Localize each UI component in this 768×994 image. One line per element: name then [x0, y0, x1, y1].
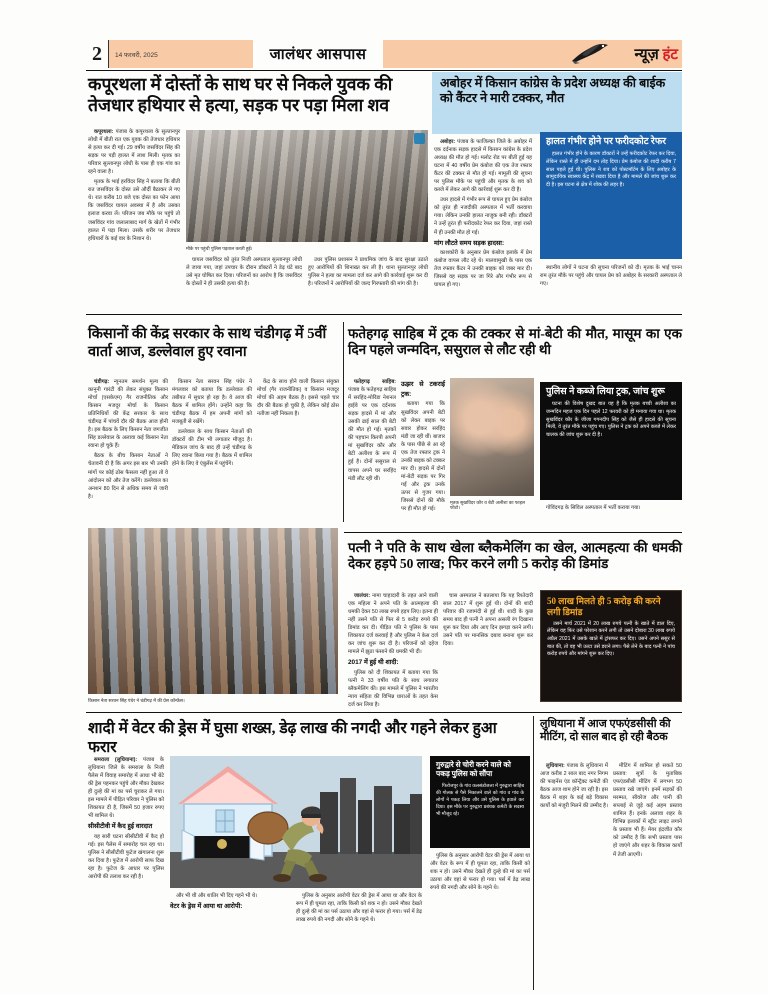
story6-column-4: [430, 852, 530, 988]
story6-para-5b: पुलिस के अनुसार आरोपी वेटर की ड्रेस में आया था और वेटर के रूप में ही घूमता रहा, ताकि किसी को शक न हो। उसने मौका देखते ही दुल्हे की मां का पर्स उठाया और वहां से फरार हो गया। पर्स में डेढ़ लाख रुपये की नगदी और सोने के गहने थे।: [430, 853, 530, 892]
section2-vertical-rule: [343, 322, 344, 522]
story6-para-5: पुलिस के अनुसार आरोपी वेटर की ड्रेस में आया था और वेटर के रूप में ही घूमता रहा, ताकि किसी को शक न हो। उसने मौका देखते ही दुल्हे की मां का पर्स उठाया और वहां से फरार हो गया। पर्स में डेढ़ लाख रुपये की नगदी और सोने के गहने थे।: [296, 893, 422, 924]
story5-box-text: उसने मार्च 2021 में 20 लाख रुपये पत्नी के खाते में डाल दिए, लेकिन वह फिर उसे परेशान करने लगी तो उसने दोबारा 30 लाख रुपये अप्रैल 2021 में उसके खाते में ट्रांसफर कर दिए। उसने अपने ससुर से बात की, तो वह भी उल्टा उसे डराने लगा। पैसे लेने के बाद पत्नी ने पांच करोड़ रुपये और मांगने शुरू कर दिए।: [547, 620, 675, 658]
story1-para-2: मृतक के भाई हरविंदर सिंह ने बताया कि बीती रात जसविंदर के दोस्त उसे और्दी बैठाकर ले गए थे। रात करीब 10 बजे एक दोस्त का फोन आया कि जसविंदर घायल अवस्था में है और उसका इलाज करवा लें। परिजन जब मौके पर पहुंचे तो जसविंदर गांव जलालाबाद मार्ग के खेतों में गंभीर हालत में पड़ा मिला। उसके शरीर पर तेजधार हथियारों के कई वार के निशान थे।: [88, 179, 180, 242]
story2-highlight-box: [540, 132, 682, 259]
story1-column-3: [308, 256, 428, 308]
masthead: [86, 40, 682, 68]
photo-watermark-icon: [414, 133, 425, 144]
story3-headline: किसानों की केंद्र सरकार के साथ चंडीगढ़ में 5वीं वार्ता आज, डल्लेवाल हुए रवाना: [88, 326, 327, 360]
story4-para-3: गोविंदगढ़ के सिविल अस्पताल में भर्ती कराया गया।: [546, 505, 641, 511]
story6-para-1: पंजाब के लुधियाना जिले के समराला के निजी पैलेस में विवाह समारोह में आधा भी बेटे की ड्रेस पहनकर पहुंचे और मौका देखकर ही दुल्हे की मां का पर्स चुराकर ले गया। इस मामले में पीड़ित परिवार ने पुलिस को शिकायत दी है, जिसमें 50 हजार रुपए भी शामिल थे।: [88, 757, 164, 820]
eagle-logo-icon: [570, 41, 612, 65]
story7-para-2: मीटिंग में शामिल हो सकते 50 प्रस्ताव: सूत्रों के मुताबिक एफएंडसीसी मीटिंग में लगभग 50 प्रस्ताव रखे जाएंगे। इनमें सड़कों की मरम्मत, सीवरेज और पानी की सप्लाई से जुड़े कई अहम प्रस्ताव शामिल हैं। इनके अलावा शहर के विभिन्न इलाकों में स्ट्रीट लाइट लगाने के प्रस्ताव भी हैं। मेयर इंद्रजीत कौर को उम्मीद है कि सभी प्रस्ताव पास हो जाएंगे और शहर के विकास कार्यों में तेजी आएगी।: [613, 763, 682, 858]
logo-text: न्यूज़ हंट: [634, 47, 678, 63]
story1-column-2: [186, 256, 302, 308]
story3-dateline: चंडीगढ़:: [94, 379, 110, 385]
story2-box-headline: हालत गंभीर होने पर फरीदकोट रेफर: [546, 137, 667, 147]
story2-column-2: [540, 264, 682, 306]
story6-box-headline: गुरुद्वारे से चोरी करने वाले को पकड़ पुलिस को सौंपा: [436, 760, 511, 778]
story6-para-3: यह सारी घटना सीसीटीवी में कैद हो गई। इस पैलेस में समारोह चल रहा था। पुलिस ने सीसीटीवी फुटेज खंगालना शुरू कर दिया है। फुटेज में आरोपी साफ दिख रहा है। फुटेज के आधार पर पुलिस आरोपी की तलाश कर रही है।: [88, 834, 164, 881]
story4-column-3: [540, 504, 682, 526]
story7-para-1: पंजाब के लुधियाना में आज करीब 2 साल बाद नगर निगम की फाइनेंस एंड कॉन्ट्रैक्ट कमेटी की बैठक आज शाम होने जा रही है। इस बैठक में शहर के कई बड़े विकास कार्यों को मंजूरी मिलने की उम्मीद है।: [540, 763, 608, 810]
story1-para-4: उधर पुलिस प्रशासन ने प्राथमिक जांच के बाद सुरक्षा उठाते हुए आरोपियों की शिनाख्त कर ली है। थाना सुल्तानपुर लोधी पुलिस ने हत्या का मामला दर्ज कर आगे की कार्रवाई शुरू कर दी है। परिजनों ने आरोपियों की जल्द गिरफ्तारी की मांग की है।: [308, 257, 428, 288]
story5-column-1: [348, 592, 438, 710]
story5-para-1: नामा चाहादारी के तहत आने वाली एक महिला ने अपने पति के आत्महत्या की धमकी देकर 50 लाख रुपये हड़प लिए। इतना ही नहीं उसने पति से फिर से 5 करोड़ रुपये की डिमांड कर दी। पीड़ित पति ने पुलिस के पास शिकायत दर्ज करवाई है और पुलिस ने केस दर्ज कर जांच शुरू कर दी है। परिजनों को दहेज मामले में झूठा फंसाने की धमकी भी दी।: [348, 593, 438, 656]
story6-headline: शादी में वेटर की ड्रेस में घुसा शख्स, डेढ़ लाख की नगदी और गहने लेकर हुआ फरार: [88, 720, 497, 756]
story7-column-2: [613, 762, 682, 988]
story1-para-3: घायल जसविंदर को तुरंत निजी अस्पताल सुल्तानपुर लोधी ले जाया गया, जहां उपचार के दौरान डॉक्टरों ने डेढ़ घंटे बाद उसे मृत घोषित कर दिया। परिजनों का आरोप है कि जसविंदर के दोस्तों ने ही उसकी हत्या की है।: [186, 257, 302, 288]
story7-column-1: [540, 762, 608, 988]
story5-column-2: [443, 592, 533, 710]
story2-headline: अबोहर में किसान कांग्रेस के प्रदेश अध्यक्ष की बाईक को कैंटर ने मारी टक्कर, मौत: [440, 76, 666, 106]
masthead-filler: [383, 40, 564, 68]
story4-para-1: पंजाब के फतेहगढ़ साहिब में सरहिंद-मोरिंडा नेशनल हाईवे पर एक दर्दनाक सड़क हादसे में मां और उसकी ढाई साल की बेटी की मौत हो गई। मृतकों की पहचान किरपी अपनी मां सुखविंदर कौर और बेटी अलीशा के रूप में हुई है। दोनों ससुराल से वापस अपने घर सरहिंद मंडी लौट रही थीं।: [348, 387, 396, 482]
story7-headline: लुधियाना में आज एफएंडसीसी की मीटिंग, दो साल बाद हो रही बैठक: [540, 718, 671, 744]
story6-dateline: समराला (लुधियाना):: [94, 757, 138, 763]
story3-caption: किसान नेता सरवन सिंह पंधेर ने चंडीगढ़ में की प्रेस कॉन्फ्रेंस।: [88, 697, 185, 703]
story6-illustration: [170, 756, 422, 888]
story1-dateline: कपूरथला:: [94, 129, 114, 135]
story5-para-3: पुलिस को दी शिकायत में बताया गया कि पत्नी ने 33 वर्षीय पति के साथ लगातार ब्लैकमेलिंग की। इस मामले में पुलिस ने भारतीय न्याय संहिता की विभिन्न धाराओं के तहत केस दर्ज कर लिया है।: [348, 670, 438, 709]
section2b-rule: [344, 532, 682, 533]
story3-para-2: किसान नेता सरवन सिंह पंधेर ने मंगलवार को बताया कि डल्लेवाल की तबीयत में सुधार हो रहा है। वे आज की बैठक में शामिल होंगे। उन्होंने कहा कि चंडीगढ़ बैठक में हम अपनी मांगों को मजबूती से रखेंगे।: [172, 379, 252, 426]
story3-para-3: केंद्र के साथ होने वाली किसान संयुक्त मोर्चा (गैर राजनीतिक) व किसान मजदूर मोर्चा की अहम बैठक है। इससे पहले चार दौर की बैठक हो चुकी है, लेकिन कोई ठोस नतीजा नहीं निकला है।: [257, 379, 339, 418]
story6-column-1: [88, 756, 164, 986]
story1-caption: मौके पर पहुंची पुलिस पड़ताल करती हुई।: [186, 245, 253, 251]
story5-dateline: जालंधर:: [354, 593, 371, 599]
section3-vertical-rule: [533, 716, 534, 990]
story4-box-text: घटना की विशेष दुखद बात यह है कि मृतक बच्ची अलीशा का जन्मदिन महज एक दिन पहले 12 फरवरी को ही मनाया गया था। मृतक सुखविंदर कौर के जीजा गगनदीप सिंह को जैसे ही हादसे की सूचना मिली, वे तुरंत मौके पर पहुंच गए। पुलिस ने ट्रक को अपने कब्जे में लेकर चालक की जांच शुरू कर दी है।: [546, 401, 676, 438]
story3-column-2: [172, 378, 252, 522]
story4-photo: [450, 378, 534, 496]
story1-para-1: पंजाब के कपूरथला के सुल्तानपुर लोधी में बीती रात एक युवक की तेजधार हथियार से हत्या कर दी गई। 29 वर्षीय जसविंदर सिंह की सड़क पर पड़ी हालत में लाश मिली। मृतक का परिवार सुल्तानपुर लोधी के पास ही एक गांव का रहने वाला है।: [88, 129, 180, 176]
story4-subhead: ऊझर से टकराई ट्रक:: [401, 381, 445, 398]
burglar-house-illustration-icon: [170, 756, 422, 888]
story5-headline: पत्नी ने पति के साथ खेला ब्लैकमेलिंग का खेल, आत्महत्या की धमकी देकर हड़पे 50 लाख; फिर करने लगी 5 करोड़ की डिमांड: [348, 540, 682, 572]
story7-dateline: लुधियाना:: [546, 763, 565, 769]
story1-headline: कपूरथला में दोस्तों के साथ घर से निकले युवक की तेजधार हथियार से हत्या, सड़क पर पड़ा मिला शव: [88, 74, 393, 116]
story4-highlight-box: [540, 382, 682, 500]
page-number: 2: [92, 42, 102, 65]
story4-column-1: [348, 378, 396, 506]
story3-para-5: डल्लेवाल के साथ किसान नेताओं की डॉक्टरों की टीम भी लगातार मौजूद है। मेडिकल जांच के बाद ही उन्हें चंडीगढ़ के लिए रवाना किया गया है। बैठक में शामिल होने के लिए वे एंबुलेंस में पहुंचेंगे।: [172, 429, 252, 468]
story2-para-3: काशकोरी के अनुसार प्रेम कंबोज इलाके में प्रेम कंबोज वापस लौट रहे थे। मालवामुखी के पास एक तेज रफ्तार कैंटर ने उनकी बाइक को जबर मार दी। जिससे वह सड़क पर जा गिरे और गंभीर रूप से घायल हो गए।: [434, 250, 532, 289]
story4-caption: मृतक सुखविंदर कौर व बेटी अलीशा का फाइल फोटो।: [450, 499, 525, 511]
story6-highlight-box: [430, 756, 530, 848]
story4-dateline: फतेहगढ़ साहिब:: [354, 379, 396, 385]
section3-rule: [86, 712, 682, 713]
story2-dateline: अबोहर:: [440, 139, 456, 145]
masthead-logo: [564, 40, 682, 68]
story6-subhead-2: वेटर के ड्रेस में आया था आरोपी:: [170, 903, 243, 911]
story2-box-text: हालत गंभीर होने के कारण डॉक्टरों ने उन्हें फरीदकोट रेफर कर दिया, लेकिन रास्ते में ही उन्होंने दम तोड़ दिया। प्रेम कंबोज की शादी करीब 7 साल पहले हुई थी। पुलिस ने शव को पोस्टमॉर्टम के लिए अबोहर के सामुदायिक स्वास्थ्य केंद्र में रखवा दिया है और मामले की जांच शुरू कर दी है। इस घटना से क्षेत्र में शोक की लहर है।: [546, 151, 676, 188]
story6-subhead-1: सीसीटीवी में कैद हुई वारदात: [88, 823, 153, 831]
story1-photo: [186, 130, 428, 242]
masthead-rule: [86, 70, 682, 71]
story4-para-2: बताया गया कि सुखविंदर अपनी बेटी को लेकर बाइक पर सवार होकर सरहिंद मंडी जा रही थीं। बाजार के पास पीछे से आ रहे एक तेज रफ्तार ट्रक ने उनकी बाइक को टक्कर मार दी। हादसे में दोनों मां-बेटी सड़क पर गिर गईं और ट्रक उनके ऊपर से गुजर गया। जिससे दोनों की मौके पर ही मौत हो गई।: [401, 401, 445, 513]
section1-rule: [86, 314, 682, 315]
story2-para-2: उधर हादसे में गंभीर रूप से घायल हुए प्रेम कंबोज को तुरंत ही नजदीकी अस्पताल में भर्ती करवाया गया। लेकिन उनकी हालत नाजुक बनी रही। डॉक्टरों ने उन्हें तुरंत ही फरीदकोट रेफर कर दिया, जहां रास्ते में ही उनकी मौत हो गई।: [434, 197, 532, 236]
story5-subhead: 2017 में हुई थी शादी:: [348, 659, 399, 667]
story5-para-2: चास अस्पताल ने बतलाया कि यह रिश्तेदारी साल 2017 में शुरू हुई थी। दोनों की शादी परिवार की रजामंदी से हुई थी। शादी के कुछ समय बाद ही पत्नी ने अपना असली रंग दिखाना शुरू कर दिया और आए दिन झगड़ा करने लगी। उसने पति पर मानसिक दबाव बनाना शुरू कर दिया।: [443, 593, 533, 648]
story3-column-3: [257, 378, 339, 522]
story6-box-text: फिरोजपुर के गांव कलसंडोजला में गुरुद्वारा साहिब की गोलक से पैसे निकालने वाले को गांव व गांव के लोगों ने पकड़ लिया और उसे पुलिस के हवाले कर दिया। इस मौके पर गुरुद्वारा प्रबंधक कमेटी के सदस्य भी मौजूद रहे।: [436, 782, 524, 816]
story6-column-3: [296, 892, 422, 988]
masthead-date: 14 फरवरी, 2025: [108, 40, 253, 68]
story5-box-headline: 50 लाख मिलते ही 5 करोड़ की करने लगी डिमांड: [547, 596, 661, 617]
story4-column-2: [401, 378, 445, 513]
story6-column-2: [170, 892, 290, 988]
story2-column-1: [434, 138, 532, 304]
story1-column-1: [88, 128, 180, 304]
story3-para-4: बैठक के बीच किसान नेताओं ने चेतावनी दी है कि अगर इस बार भी उनकी मांगों पर कोई ठोस फैसला नहीं हुआ तो वे आंदोलन को और तेज करेंगे। डल्लेवाल का अनशन 80 दिन से अधिक समय से जारी है।: [88, 453, 168, 500]
story4-headline: फतेहगढ़ साहिब में ट्रक की टक्कर से मां-बेटी की मौत, मासूम का एक दिन पहले जन्मदिन, ससुराल से लौट रही थी: [348, 326, 682, 358]
story3-photo: [88, 528, 338, 694]
masthead-section-title: जालंधर आसपास: [253, 40, 383, 68]
story3-column-1: [88, 378, 168, 522]
story6-para-4: और भी थी और शातिर भी दिए गहने भी थे।: [176, 893, 258, 899]
story5-highlight-box: [540, 590, 682, 702]
story4-box-headline: पुलिस ने कब्जे लिया ट्रक, जांच शुरू: [546, 387, 665, 397]
story2-para-4: स्थानीय लोगों ने घटना की सूचना परिजनों को दी। मृतक के भाई चानन राम तुरंत मौके पर पहुंचे और घायल प्रेम को अबोहर के सरकारी अस्पताल ले गए।: [540, 265, 682, 288]
story2-para-1: पंजाब के फाजिल्का जिले के अबोहर में एक दर्दनाक सड़क हादसे में किसान कांग्रेस के प्रदेश अध्यक्ष की मौत हो गई। मलोट रोड पर बीती हुई यह घटना में 40 वर्षीय प्रेम कंबोज की एक तेज रफ्तार कैंटर की टक्कर से मौत हो गई। मामूली की सूचना पर पुलिस मौके पर पहुंची और मृतक के शव को कब्जे में लेकर आगे की कार्रवाई शुरू कर दी है।: [434, 139, 532, 194]
story3-para-1: न्यूनतम समर्थन मूल्य की कानूनी गारंटी की लेकर संयुक्त किसान मोर्चा (एसकेएम) गैर राजनीतिक और किसान मजदूर मोर्चा के किसान प्रतिनिधियों की केंद्र सरकार के साथ चंडीगढ़ में पांचवें दौर की बैठक आज होनी है। इस बैठक के लिए किसान नेता जगजीत सिंह डल्लेवाल के अलावा कई किसान नेता रवाना हो चुके हैं।: [88, 379, 168, 450]
story2-subhead: मांग लौटते समय सड़क हादसा:: [434, 239, 505, 247]
